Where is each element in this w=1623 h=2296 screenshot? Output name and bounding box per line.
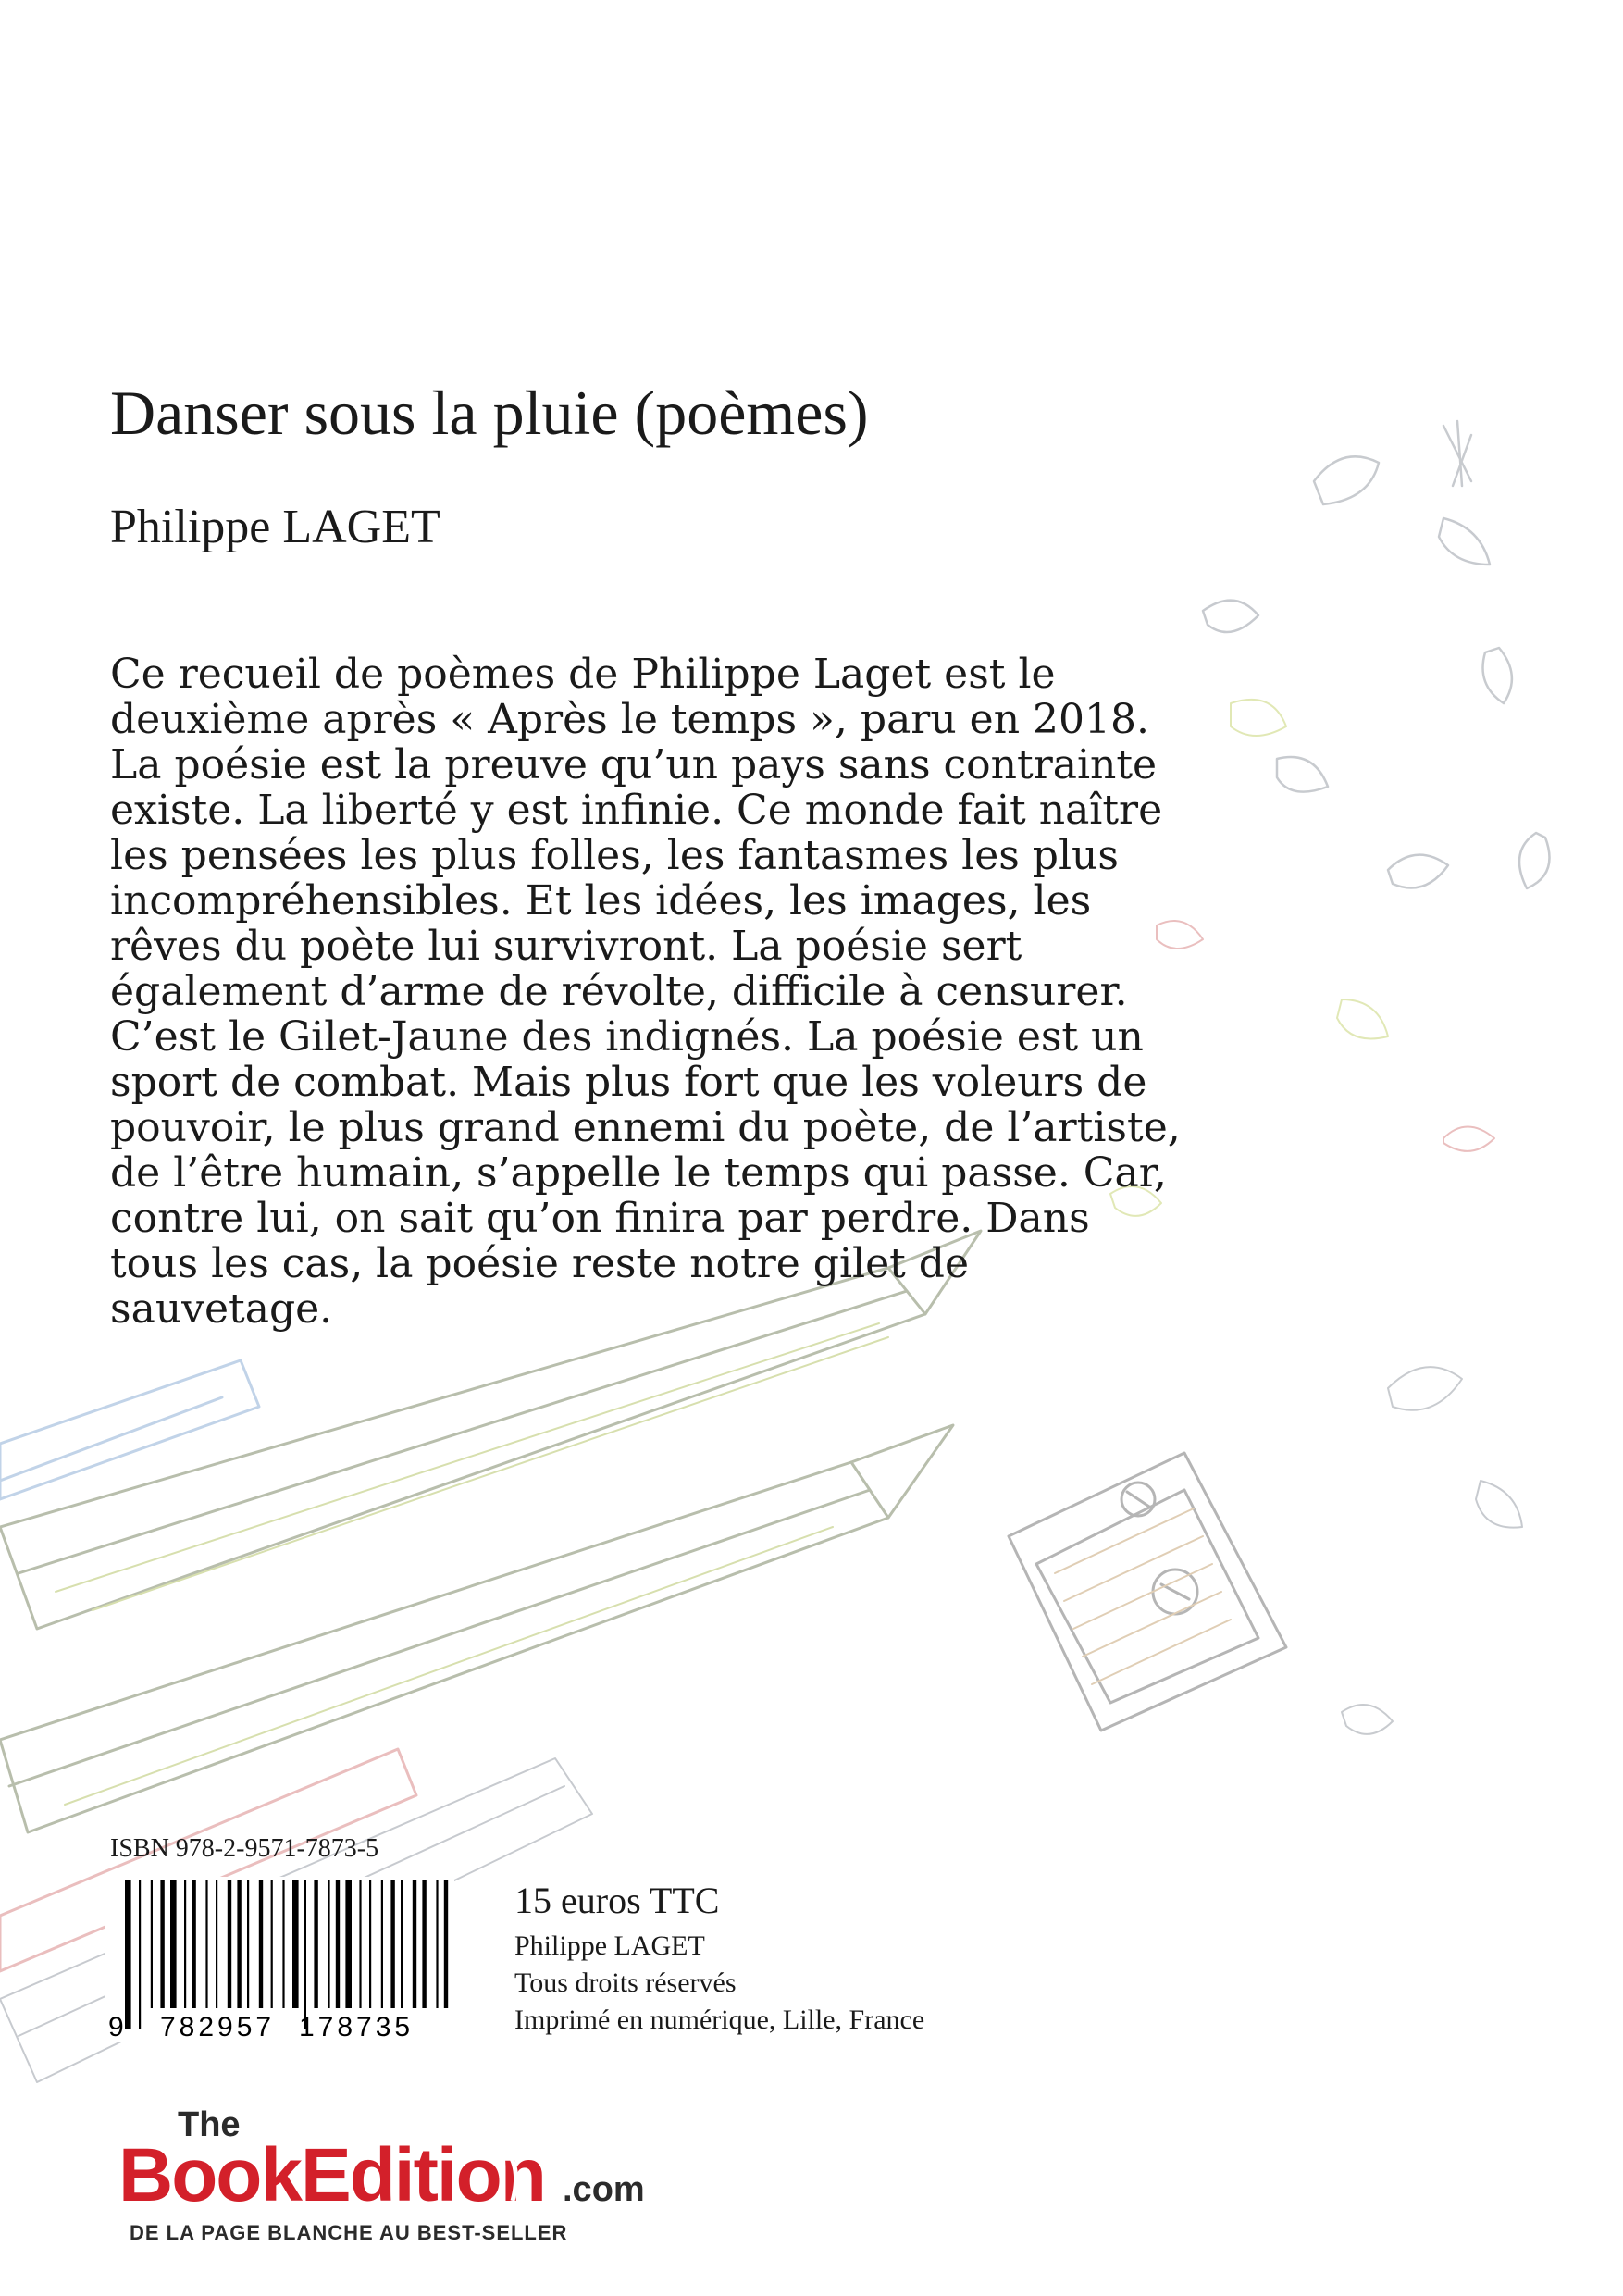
barcode-bar [282, 1880, 284, 2008]
rights-notice: Tous droits réservés [514, 1967, 737, 1998]
logo-o-with-quill: o [455, 2133, 501, 2217]
logo-book: BookEdition [118, 2133, 545, 2217]
barcode-bar [184, 1880, 186, 2008]
printing-info: Imprimé en numérique, Lille, France [514, 2004, 925, 2035]
barcode-bar [314, 1880, 317, 2008]
barcode-bar [336, 1880, 340, 2008]
barcode-bar [125, 1880, 131, 2029]
barcode-bar [413, 1880, 416, 2008]
barcode-digits-left: 782957 [160, 2012, 276, 2042]
barcode-bar [359, 1880, 361, 2008]
book-author: Philippe LAGET [110, 501, 440, 553]
barcode-bar [381, 1880, 383, 2008]
barcode-bar [205, 1880, 207, 2008]
isbn-label: ISBN 978-2-9571-7873-5 [110, 1834, 379, 1863]
barcode-bar [436, 1880, 438, 2008]
logo-tagline: DE LA PAGE BLANCHE AU BEST-SELLER [130, 2221, 568, 2244]
barcode-bar [247, 1880, 249, 2008]
barcode-bar [170, 1880, 177, 2008]
barcode-bar [369, 1880, 371, 2008]
barcode-bar [139, 1880, 141, 2029]
barcode-bar [160, 1880, 164, 2008]
barcode-bar [192, 1880, 195, 2008]
barcode-digits-right: 178735 [299, 2012, 415, 2042]
logo-the: The [178, 2105, 241, 2144]
back-cover-blurb: Ce recueil de poèmes de Philippe Laget est le deuxième après « Après le temps », paru en 2018. La poésie est la preuve qu’un pays sans contrainte existe. La liberté y est infinie. Ce monde fait naître les pensées les plus folles, les fantasmes les plus incompréhensibles. Et les idées, les images, les rêves du poète lui survivront. La poésie sert également d’arme de révolte, difficile à censurer. C’est le Gilet-Jaune des indignés. La poésie est un sport de combat. Mais plus fort que les voleurs de pouvoir, le plus grand ennemi du poète, de l’artiste, de l’être humain, s’appelle le temps qui passe. Car, contre lui, on sait qu’on finira par perdre. Dans tous les cas, la poésie reste notre gilet de sauvetage. [110, 651, 1181, 1333]
barcode-bar [328, 1880, 329, 2008]
barcode-bar [444, 1880, 448, 2008]
bookedition-logo [118, 2101, 655, 2249]
barcode-bar [422, 1880, 426, 2008]
barcode-bar [304, 1880, 306, 2029]
barcode-bar [345, 1880, 352, 2008]
barcode-bar [292, 1880, 299, 2008]
barcode-bar [216, 1880, 217, 2008]
barcode-bar [390, 1880, 394, 2008]
barcode-bar [237, 1880, 241, 2008]
price: 15 euros TTC [514, 1880, 720, 1921]
publisher-name: Philippe LAGET [514, 1930, 705, 1961]
barcode-bar [401, 1880, 403, 2008]
barcode-bar [271, 1880, 273, 2008]
barcode-bar [228, 1880, 231, 2008]
barcode-bar [151, 1880, 153, 2008]
isbn-barcode [105, 1877, 454, 2042]
barcode-bar [259, 1880, 263, 2008]
book-title: Danser sous la pluie (poèmes) [110, 378, 869, 448]
barcode-digit-lead: 9 [108, 2012, 124, 2042]
logo-dotcom: .com [563, 2170, 645, 2209]
